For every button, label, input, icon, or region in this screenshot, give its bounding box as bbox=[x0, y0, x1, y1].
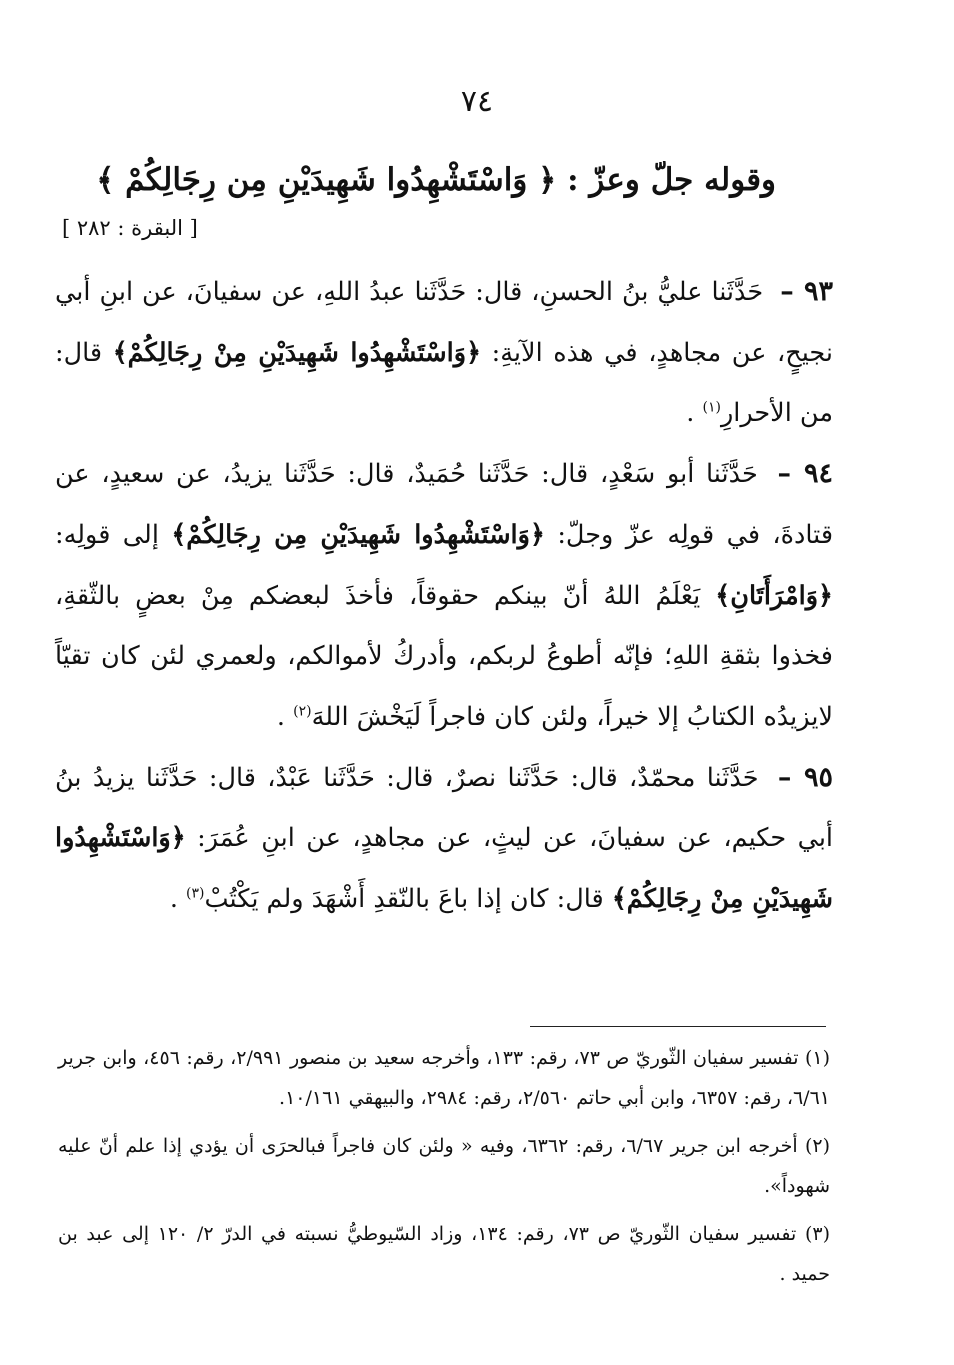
entry-text: يَعْلَمُ اللهُ أنّ بينكم حقوقاً، فأخذَ لبعضكم مِنْ بعضٍ بالثّقةِ، فخذوا بثقةِ اللهِ؛ فإنّه أطوعُ لربكم، وأدركُ لأموالكم، ولعمري لئن كان تقيّاً لايزيدُه الكتابُ إلا خيراً، ولئن كان فاجراً لَيَخْشَ اللهَ bbox=[55, 580, 833, 732]
entry-text: حَدَّثَنا محمّدٌ، قال: حَدَّثَنا نصرٌ، قال: حَدَّثَنا عَبْدٌ، قال: حَدَّثَنا يزيدُ بنُ أبي حكيم، عن سفيانَ، عن ليثٍ، عن مجاهدٍ، عن ابنِ عُمَرَ: bbox=[55, 762, 834, 854]
verse-reference: [ البقرة : ٢٨٢ ] bbox=[62, 216, 198, 240]
entry-text: إلى قولِه: bbox=[55, 519, 159, 550]
entry-number: ٩٤ – bbox=[777, 458, 833, 490]
quran-verse: ﴿وَامْرَأَتَانِ﴾ bbox=[715, 580, 833, 611]
entry-text: قال: كان إذا باعَ بالنّقدِ أَشْهَدَ ولم يَكْتُبْ bbox=[204, 884, 604, 915]
footnote-mark: (٣) bbox=[186, 885, 205, 902]
entry-end: . bbox=[276, 701, 286, 732]
footnote-divider bbox=[530, 1026, 826, 1027]
quran-verse: ﴿وَاسْتَشْهِدُوا شَهِيدَيْنِ مِنْ رِجَالِكُمْ﴾ bbox=[112, 337, 482, 368]
heading-intro: وقوله جلّ وعزّ : bbox=[567, 162, 776, 198]
entry-text: حَدَّثَنا أبو سَعْدٍ، قال: حَدَّثَنا حُمَيدٌ، قال: حَدَّثَنا يزيدُ، عن سعيدٍ، عن قتادةَ، في قولِه عزّ وجلّ: bbox=[55, 459, 834, 550]
footnotes bbox=[58, 1038, 830, 1302]
page-number: ٧٤ bbox=[460, 84, 494, 119]
hadith-entry-95 bbox=[55, 748, 833, 930]
hadith-entry-94 bbox=[55, 444, 833, 748]
verse-heading bbox=[96, 150, 776, 210]
entry-number: ٩٣ – bbox=[780, 276, 834, 307]
heading-verse: ﴿ وَاسْتَشْهِدُوا شَهِيدَيْنِ مِن رِجَالِكُمْ ﴾ bbox=[96, 162, 557, 198]
entry-text: قال: من الأحرارِ bbox=[55, 337, 833, 429]
footnote-mark: (١) bbox=[702, 399, 721, 416]
footnote-mark: (٢) bbox=[293, 703, 312, 720]
footnote-1: (١) تفسير سفيان الثّوريّ ص ٧٣، رقم: ١٣٣، وأخرجه سعيد بن منصور ٢/٩٩١، رقم: ٤٥٦، وابن جرير ٦/٦١، رقم: ٦٣٥٧، وابن أبي حاتم ٢/٥٦٠، رقم: ٢٩٨٤، والبيهقي ١٠/١٦١. bbox=[58, 1047, 831, 1109]
quran-verse: ﴿وَاسْتَشْهِدُوا شَهِيدَيْنِ مِن رِجَالِكُمْ﴾ bbox=[171, 519, 545, 550]
entry-end: . bbox=[686, 398, 695, 429]
entry-end: . bbox=[169, 884, 178, 915]
entry-number: ٩٥ – bbox=[777, 761, 833, 793]
footnote-2: (٢) أخرجه ابن جرير ٦/٦٧، رقم: ٦٣٦٢، وفيه « ولئن كان فاجراً فبالحرَى أن يؤدي إذا علم أنّ عليه شهوداً». bbox=[58, 1135, 830, 1197]
hadith-entry-93 bbox=[55, 262, 833, 444]
quran-verse: ﴿وَاسْتَشْهِدُوا شَهِيدَيْنِ مِنْ رِجَالِكُمْ﴾ bbox=[55, 823, 833, 915]
entry-text: حَدَّثَنا عليُّ بنُ الحسنِ، قال: حَدَّثَنا عبدُ اللهِ، عن سفيانَ، عن ابنِ أبي نجيحٍ، عن مجاهدٍ، في هذه الآيةِ: bbox=[55, 277, 833, 368]
main-text bbox=[55, 262, 833, 930]
footnote-3: (٣) تفسير سفيان الثّوريّ ص ٧٣، رقم: ١٣٤، وزاد السّيوطيُّ نسبته في الدرّ ٢/ ١٢٠ إلى عبد بن حميد . bbox=[58, 1223, 830, 1285]
